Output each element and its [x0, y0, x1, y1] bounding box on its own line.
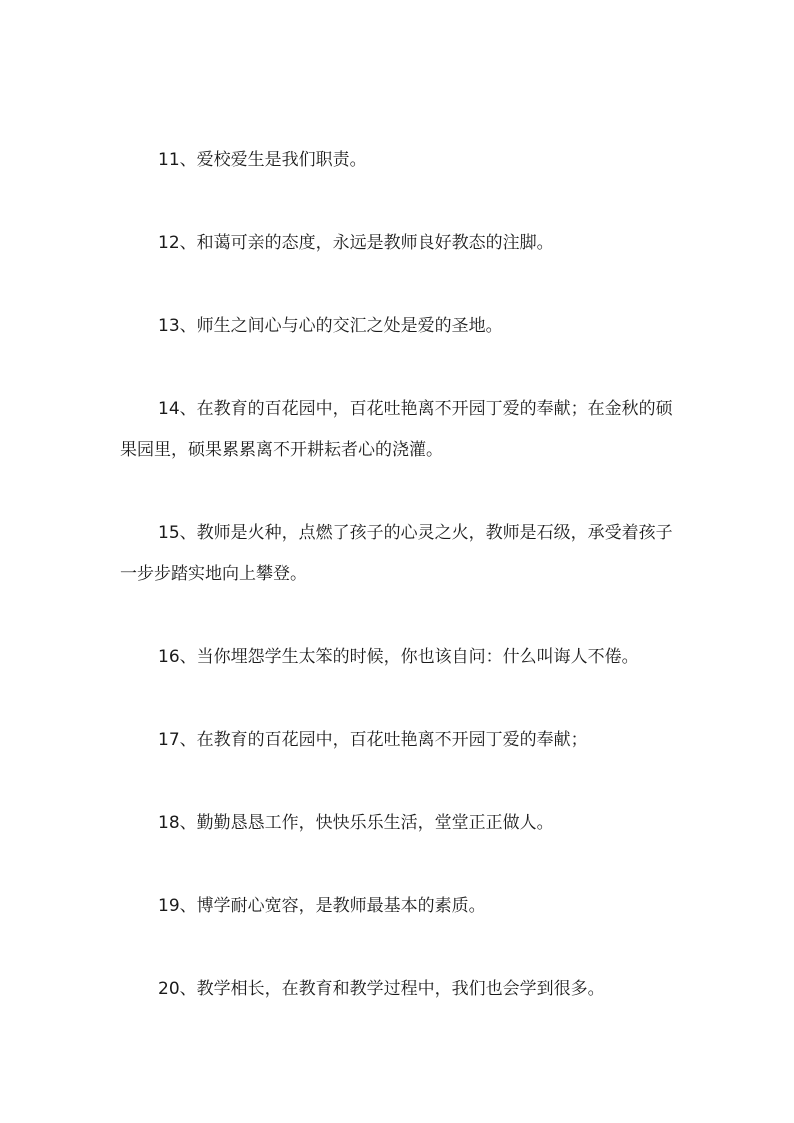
- paragraph-15: 15、教师是火种，点燃了孩子的心灵之火，教师是石级，承受着孩子一步步踏实地向上攀登。: [120, 523, 673, 584]
- paragraph-18: 18、勤勤恳恳工作，快快乐乐生活，堂堂正正做人。: [158, 813, 554, 833]
- paragraph-17: 17、在教育的百花园中，百花吐艳离不开园丁爱的奉献；: [158, 730, 588, 750]
- document-body: [120, 140, 680, 1052]
- paragraph-19: 19、博学耐心宽容，是教师最基本的素质。: [158, 896, 486, 916]
- paragraph-16: 16、当你埋怨学生太笨的时候，你也该自问：什么叫诲人不倦。: [158, 647, 639, 667]
- paragraph-13: 13、师生之间心与心的交汇之处是爱的圣地。: [158, 316, 503, 336]
- paragraph-12: 12、和蔼可亲的态度，永远是教师良好教态的注脚。: [158, 233, 554, 253]
- paragraph-11: 11、爱校爱生是我们职责。: [158, 150, 367, 170]
- paragraph-14: 14、在教育的百花园中，百花吐艳离不开园丁爱的奉献；在金秋的硕果园里，硕果累累离不开耕耘者心的浇灌。: [120, 399, 673, 460]
- paragraph-20: 20、教学相长，在教育和教学过程中，我们也会学到很多。: [158, 979, 605, 999]
